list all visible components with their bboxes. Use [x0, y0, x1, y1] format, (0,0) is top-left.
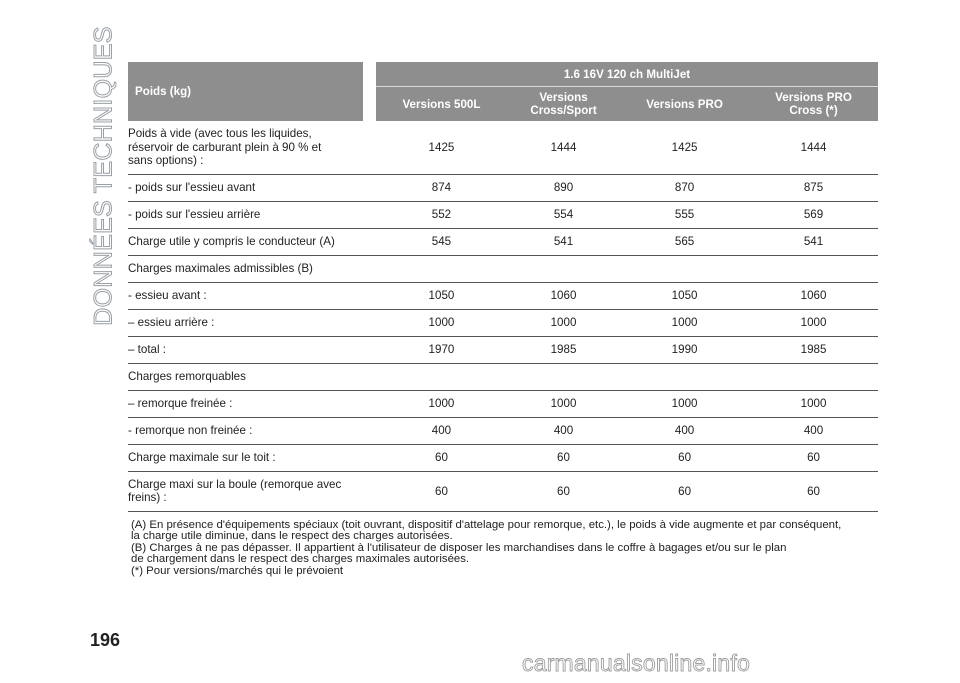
row-label-text: – essieu arrière :: [128, 315, 215, 329]
value-cell: 541: [507, 228, 620, 255]
row-label-text: Charge utile y compris le conducteur (A): [128, 234, 335, 248]
table-row: [128, 444, 878, 471]
row-label: [128, 174, 376, 201]
value-cell: 1444: [507, 121, 620, 174]
section-title-text: DONNÉES TECHNIQUES: [89, 26, 118, 326]
value-cell: 1000: [376, 390, 507, 417]
version-header-text: Versions PRO: [775, 91, 852, 104]
table-row: [128, 390, 878, 417]
value-cell: [620, 363, 749, 390]
value-cell: 1000: [749, 390, 878, 417]
row-label: [128, 417, 376, 444]
value-cell: 60: [376, 471, 507, 511]
table-row: [128, 417, 878, 444]
row-label-text: Charge maxi sur la boule (remorque avec: [128, 477, 342, 491]
value-cell: 569: [749, 201, 878, 228]
row-label: [128, 255, 376, 282]
table-row: [128, 363, 878, 390]
value-cell: 541: [749, 228, 878, 255]
row-label-text: Poids à vide (avec tous les liquides,: [128, 127, 312, 140]
value-cell: 1425: [620, 121, 749, 174]
row-label: [128, 363, 376, 390]
value-cell: 1060: [749, 282, 878, 309]
row-label: [128, 228, 376, 255]
row-label: [128, 471, 376, 511]
version-header-text: Versions PRO: [646, 97, 723, 111]
row-label: [128, 201, 376, 228]
value-cell: 400: [749, 417, 878, 444]
row-label-text: – total :: [128, 342, 167, 356]
table-row: [128, 309, 878, 336]
value-cell: [749, 255, 878, 282]
value-cell: 1060: [507, 282, 620, 309]
value-cell: 1000: [507, 309, 620, 336]
footnote-line: (A) En présence d'équipements spéciaux (toit ouvrant, dispositif d'attelage pour remorque, etc.), le poids à vide augmente et par conséquent,: [131, 519, 842, 531]
value-cell: 552: [376, 201, 507, 228]
version-column-header: [507, 87, 620, 122]
weights-header-label: Poids (kg): [128, 62, 363, 121]
footnote-line: (B) Charges à ne pas dépasser. Il appartient à l'utilisateur de disposer les marchandises dans le coffre à bagages et/ou sur le plan: [131, 541, 787, 554]
table-row: [128, 174, 878, 201]
footnotes: [131, 520, 891, 577]
row-label-text: Charge maximale sur le toit :: [128, 450, 276, 464]
value-cell: 1000: [376, 309, 507, 336]
table-row: [128, 282, 878, 309]
value-cell: 545: [376, 228, 507, 255]
value-cell: 874: [376, 174, 507, 201]
engine-header: 1.6 16V 120 ch MultiJet: [376, 62, 878, 87]
value-cell: [749, 363, 878, 390]
page-number: 196: [90, 630, 121, 650]
value-cell: 870: [620, 174, 749, 201]
weights-table: [128, 62, 878, 512]
value-cell: 1000: [507, 390, 620, 417]
value-cell: 1985: [507, 336, 620, 363]
value-cell: 60: [749, 471, 878, 511]
value-cell: 60: [376, 444, 507, 471]
value-cell: [620, 255, 749, 282]
row-label-text: – remorque freinée :: [128, 396, 233, 410]
version-column-header: [620, 87, 749, 122]
value-cell: 60: [620, 471, 749, 511]
table-row: [128, 255, 878, 282]
table-row: [128, 228, 878, 255]
row-label-text: sans options) :: [128, 154, 204, 167]
row-label-text: Charges remorquables: [128, 369, 246, 383]
table-row: [128, 471, 878, 511]
row-label: [128, 121, 376, 174]
section-title-vertical: [84, 26, 124, 326]
value-cell: 890: [507, 174, 620, 201]
row-label-text: - remorque non freinée :: [128, 423, 253, 437]
value-cell: [507, 363, 620, 390]
version-column-header: [376, 87, 507, 122]
value-cell: 555: [620, 201, 749, 228]
row-label: [128, 444, 376, 471]
table-row: [128, 336, 878, 363]
footnote-line: la charge utile diminue, dans le respect des charges autorisées.: [131, 530, 453, 543]
value-cell: 400: [620, 417, 749, 444]
row-label-text: - poids sur l'essieu avant: [128, 180, 256, 194]
version-column-header: [749, 87, 878, 122]
value-cell: 60: [620, 444, 749, 471]
value-cell: 1970: [376, 336, 507, 363]
value-cell: 60: [507, 471, 620, 511]
value-cell: 1985: [749, 336, 878, 363]
value-cell: 1000: [620, 309, 749, 336]
value-cell: 400: [376, 417, 507, 444]
value-cell: 554: [507, 201, 620, 228]
version-header-text: Versions: [539, 91, 588, 104]
version-header-text: Cross/Sport: [530, 104, 597, 117]
value-cell: 1000: [749, 309, 878, 336]
row-label-text: freins) :: [128, 491, 167, 504]
value-cell: 1050: [620, 282, 749, 309]
row-label: [128, 336, 376, 363]
row-label-text: Charges maximales admissibles (B): [128, 261, 313, 275]
value-cell: [376, 255, 507, 282]
value-cell: 1050: [376, 282, 507, 309]
table-row: [128, 121, 878, 174]
watermark: carmanualsonline.info: [522, 650, 750, 676]
row-label-text: - essieu avant :: [128, 288, 207, 302]
footnote-line: (*) Pour versions/marchés qui le prévoient: [131, 564, 344, 577]
version-header-text: Cross (*): [789, 104, 838, 117]
weights-table-body: [128, 121, 878, 511]
row-label: [128, 309, 376, 336]
value-cell: [376, 363, 507, 390]
value-cell: 60: [749, 444, 878, 471]
value-cell: [507, 255, 620, 282]
table-row: [128, 201, 878, 228]
value-cell: 1990: [620, 336, 749, 363]
version-header-text: Versions 500L: [402, 97, 481, 111]
row-label: [128, 390, 376, 417]
row-label-text: réservoir de carburant plein à 90 % et: [128, 140, 322, 154]
value-cell: 60: [507, 444, 620, 471]
row-label-text: - poids sur l'essieu arrière: [128, 207, 261, 221]
value-cell: 400: [507, 417, 620, 444]
value-cell: 1425: [376, 121, 507, 174]
value-cell: 875: [749, 174, 878, 201]
row-label: [128, 282, 376, 309]
value-cell: 1000: [620, 390, 749, 417]
value-cell: 1444: [749, 121, 878, 174]
footnote-line: de chargement dans le respect des charges maximales autorisées.: [131, 553, 470, 566]
value-cell: 565: [620, 228, 749, 255]
